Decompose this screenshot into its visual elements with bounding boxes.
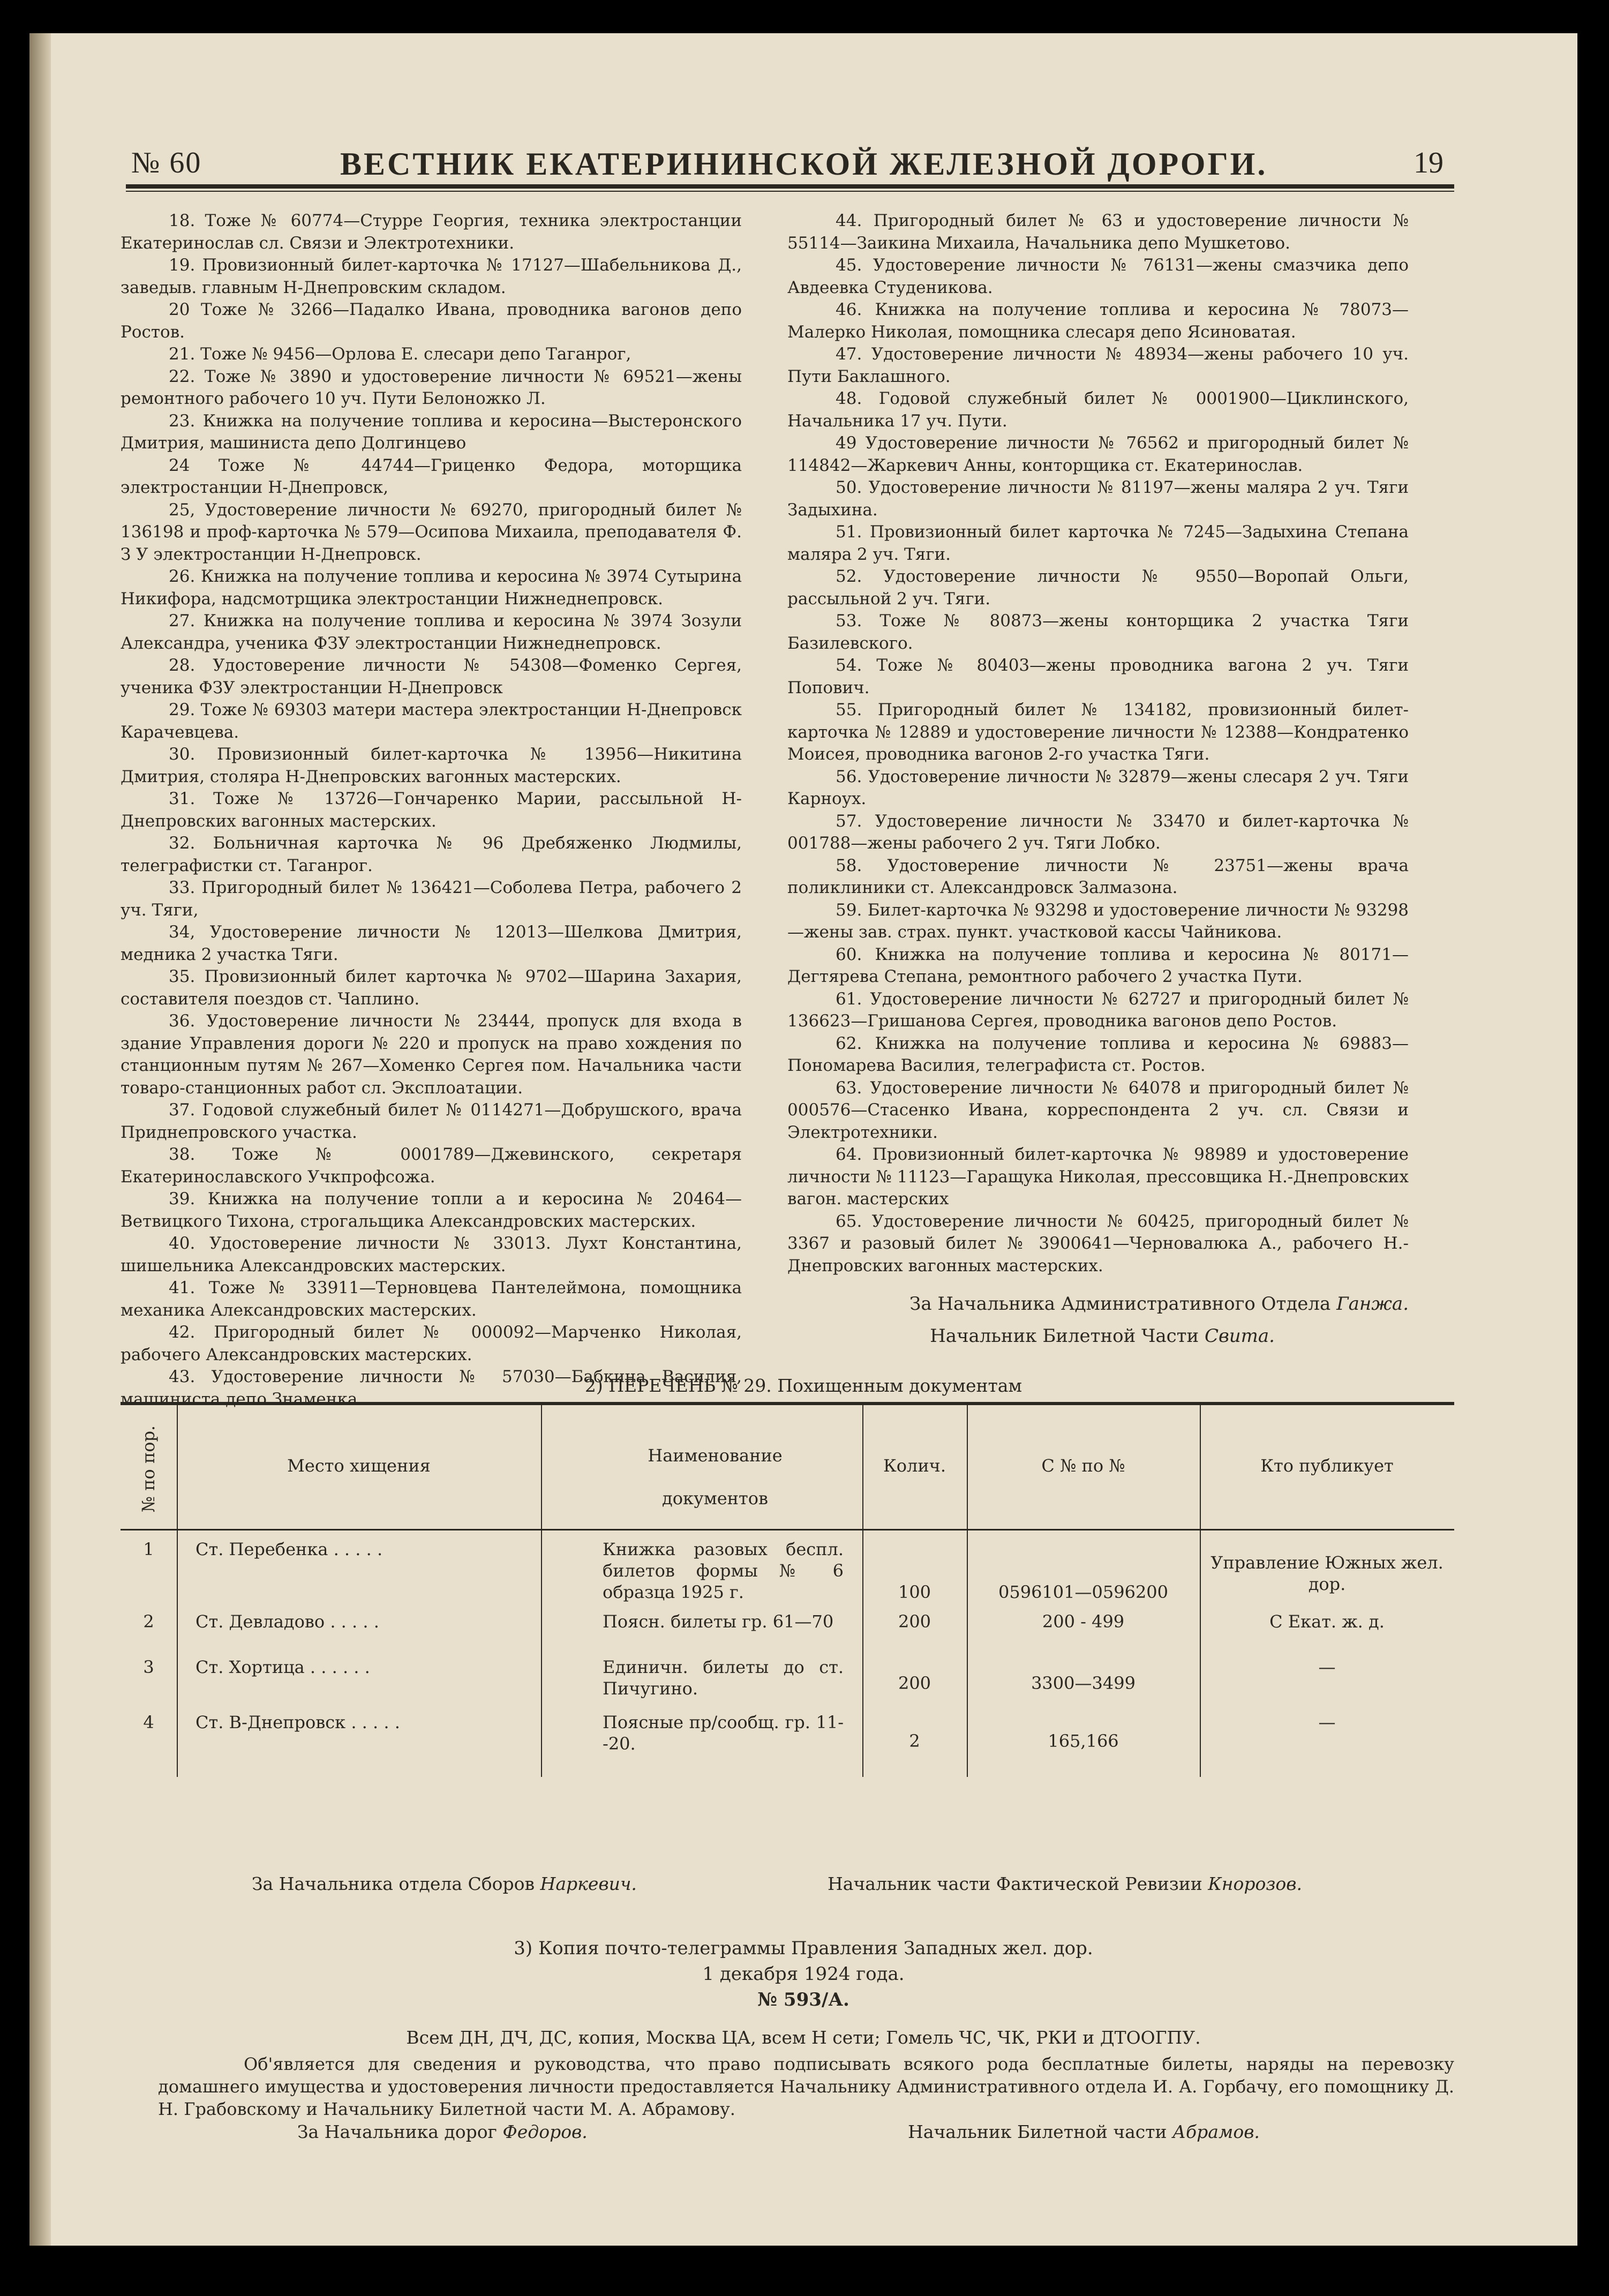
list-item: 39. Книжка на получение топли а и керосина № 20464—Ветвицкого Тихона, строгальщика Александровских мастерских. — [121, 1189, 742, 1231]
list-item: 45. Удостоверение личности № 76131—жены смазчика депо Авдеевка Студеникова. — [787, 256, 1409, 297]
telegram-signature-right-label: Начальник Билетной части — [908, 2121, 1167, 2142]
list-item: 56. Удостоверение личности № 32879—жены слесаря 2 уч. Тяги Карноух. — [787, 767, 1409, 808]
telegram-signature-right — [908, 2121, 1260, 2142]
page-number: 19 — [1413, 146, 1443, 179]
list-item: 38. Тоже № 0001789—Джевинского, секретаря Екатеринославского Учкпрофсожа. — [121, 1145, 742, 1187]
stolen-documents-table — [121, 1402, 1454, 1841]
row-document: Поясн. билеты гр. 61—70 — [603, 1611, 834, 1632]
list-item: 28. Удостоверение личности № 54308—Фоменко Сергея, ученика ФЗУ электростанции Н-Днепровск — [121, 656, 742, 697]
row-range: 0596101—0596200 — [998, 1582, 1169, 1602]
list-item: 46. Книжка на получение топлива и керосина № 78073—Малерко Николая, помощника слесаря депо Ясиноватая. — [787, 300, 1409, 342]
list-item: 30. Провизионный билет-карточка № 13956—Никитина Дмитрия, столяра Н-Днепровских вагонных мастерских. — [121, 745, 742, 786]
header-document: Наименование документов — [648, 1445, 783, 1509]
list-item: 41. Тоже № 33911—Терновцева Пантелеймона, помощника механика Александровских мастерских. — [121, 1278, 742, 1320]
right-column-list — [787, 210, 1409, 1277]
row-quantity: 2 — [909, 1731, 920, 1751]
row-document: Единичн. билеты до ст. Пичугино. — [603, 1657, 844, 1699]
row-quantity: 100 — [898, 1582, 931, 1602]
row-document: Книжка разовых беспл. билетов формы № 6 образца 1925 г. — [603, 1539, 844, 1602]
signature-admin-label: За Начальника Административного Отдела — [909, 1293, 1331, 1315]
list-item: 65. Удостоверение личности № 60425, пригородный билет № 3367 и разовый билет № 3900641—Черновалюка А., рабочего Н.-Днепровских вагонных мастерских. — [787, 1211, 1409, 1275]
row-publisher: — — [1318, 1657, 1336, 1677]
list-item: 29. Тоже № 69303 матери мастера электростанции Н-Днепровск Карачевцева. — [121, 700, 742, 742]
telegram-body-text: Об'является для сведения и руководства, что право подписывать всякого рода бесплатные билеты, наряды на перевозку домашнего имущества и удостоверения личности предоставляется Начальнику Административного отдела И. А. Горбачу, его помощнику Д. Н. Грабовскому и Начальнику Билетной части М. А. Абрамову. — [158, 2054, 1454, 2119]
list-item: 47. Удостоверение личности № 48934—жены рабочего 10 уч. Пути Баклашного. — [787, 344, 1409, 386]
list-item: 20 Тоже № 3266—Падалко Ивана, проводника вагонов депо Ростов. — [121, 300, 742, 342]
row-range: 3300—3499 — [1031, 1673, 1136, 1693]
telegram-number: № 593/А. — [757, 1989, 849, 2010]
telegram-signature-left-name: Федоров. — [502, 2121, 588, 2142]
list-item: 53. Тоже № 80873—жены конторщика 2 участка Тяги Базилевского. — [787, 611, 1409, 653]
row-publisher: С Екат. ж. д. — [1269, 1611, 1385, 1632]
header-number — [121, 1425, 177, 1513]
list-item: 43. Удостоверение личности № 57030—Бабкина Василия, машиниста депо Знаменка. — [121, 1367, 742, 1409]
list-item: 31. Тоже № 13726—Гончаренко Марии, рассыльной Н-Днепровских вагонных мастерских. — [121, 789, 742, 831]
header-range: С № по № — [1041, 1455, 1125, 1476]
row-number: 2 — [143, 1611, 154, 1632]
right-column — [787, 210, 1409, 1352]
list-item: 61. Удостоверение личности № 62727 и пригородный билет № 136623—Гришанова Сергея, проводника вагонов депо Ростов. — [787, 989, 1409, 1031]
list-item: 49 Удостоверение личности № 76562 и пригородный билет № 114842—Жаркевич Анны, конторщика ст. Екатеринослав. — [787, 433, 1409, 475]
list-item: 23. Книжка на получение топлива и керосина—Выстеронского Дмитрия, машиниста депо Долгинцево — [121, 411, 742, 453]
table-signature-left-label: За Начальника отдела Сборов — [252, 1873, 535, 1894]
list-item: 40. Удостоверение личности № 33013. Лухт Константина, шишельника Александровских мастерских. — [121, 1234, 742, 1275]
signature-block — [787, 1288, 1409, 1352]
row-number: 1 — [143, 1539, 154, 1559]
list-item: 63. Удостоверение личности № 64078 и пригородный билет № 000576—Стасенко Ивана, корреспондента 2 уч. сл. Связи и Электротехники. — [787, 1078, 1409, 1142]
list-item: 64. Провизионный билет-карточка № 98989 и удостоверение личности № 11123—Гаращука Николая, прессовщика Н.-Днепровских вагон. мастерских — [787, 1145, 1409, 1209]
telegram-addressees: Всем ДН, ДЧ, ДС, копия, Москва ЦА, всем Н сети; Гомель ЧС, ЧК, РКИ и ДТООГПУ. — [406, 2027, 1201, 2048]
list-item: 51. Провизионный билет карточка № 7245—Задыхина Степана маляра 2 уч. Тяги. — [787, 522, 1409, 564]
page-header — [131, 146, 1443, 183]
publication-title: ВЕСТНИК ЕКАТЕРИНИНСКОЙ ЖЕЛЕЗНОЙ ДОРОГИ. — [340, 146, 1268, 182]
table-signature-left-name: Наркевич. — [540, 1873, 637, 1894]
list-item: 50. Удостоверение личности № 81197—жены маляра 2 уч. Тяги Задыхина. — [787, 478, 1409, 520]
table-signature-left — [252, 1873, 637, 1894]
list-item: 55. Пригородный билет № 134182, провизионный билет-карточка № 12889 и удостоверение личности № 12388—Кондратенко Моисея, проводника вагонов 2-го участка Тяги. — [787, 700, 1409, 764]
row-number: 4 — [143, 1712, 154, 1732]
list-item: 24 Тоже № 44744—Гриценко Федора, моторщика электростанции Н-Днепровск, — [121, 455, 742, 497]
list-item: 48. Годовой служебный билет № 0001900—Циклинского, Начальника 17 уч. Пути. — [787, 389, 1409, 431]
list-item: 57. Удостоверение личности № 33470 и билет-карточка № 001788—жены рабочего 2 уч. Тяги Лобко. — [787, 811, 1409, 853]
row-place: Ст. Перебенка . . . . . — [196, 1539, 383, 1559]
list-item: 42. Пригородный билет № 000092—Марченко Николая, рабочего Александровских мастерских. — [121, 1323, 742, 1364]
row-range: 200 - 499 — [1042, 1611, 1125, 1632]
signature-ticket — [787, 1320, 1409, 1352]
list-item: 33. Пригородный билет № 136421—Соболева Петра, рабочего 2 уч. Тяги, — [121, 878, 742, 920]
list-item: 18. Тоже № 60774—Стурре Георгия, техника электростанции Екатеринослав сл. Связи и Электротехники. — [121, 211, 742, 253]
list-item: 60. Книжка на получение топлива и керосина № 80171—Дегтярева Степана, ремонтного рабочего 2 участка Пути. — [787, 944, 1409, 986]
telegram-title: 3) Копия почто-телеграммы Правления Западных жел. дор. — [514, 1938, 1093, 1959]
telegram-signature-left-label: За Начальника дорог — [297, 2121, 497, 2142]
table-signature-right — [828, 1873, 1302, 1894]
row-place: Ст. В-Днепровск . . . . . — [196, 1712, 400, 1732]
signature-ticket-name: Свита. — [1204, 1325, 1275, 1347]
table-signature-right-name: Кнорозов. — [1208, 1873, 1302, 1894]
list-item: 36. Удостоверение личности № 23444, пропуск для входа в здание Управления дороги № 220 и пропуск на право хождения по станционным путям № 267—Хоменко Сергея пом. Начальника части товаро-станционных работ сл. Эксплоатации. — [121, 1011, 742, 1098]
header-publisher: Кто публикует — [1260, 1455, 1394, 1476]
list-item: 25, Удостоверение личности № 69270, пригородный билет № 136198 и проф-карточка № 579—Осипова Михаила, преподавателя Ф. З У электростанции Н-Днепровск. — [121, 500, 742, 564]
telegram-body — [158, 2053, 1454, 2120]
row-number: 3 — [143, 1657, 154, 1677]
list-item: 19. Провизионный билет-карточка № 17127—Шабельникова Д., заведыв. главным Н-Днепровским складом. — [121, 256, 742, 297]
row-publisher: — — [1318, 1712, 1336, 1732]
signature-admin — [787, 1288, 1409, 1320]
list-item: 44. Пригородный билет № 63 и удостоверение личности № 55114—Заикина Михаила, Начальника депо Мушкетово. — [787, 211, 1409, 253]
list-item: 32. Больничная карточка № 96 Дребяженко Людмилы, телеграфистки ст. Таганрог. — [121, 834, 742, 875]
table-caption: 2) ПЕРЕЧЕНЬ № 29. Похищенным документам — [584, 1375, 1022, 1396]
row-publisher: Управление Южных жел. дор. — [1210, 1552, 1443, 1594]
list-item: 22. Тоже № 3890 и удостоверение личности № 69521—жены ремонтного рабочего 10 уч. Пути Белоножко Л. — [121, 366, 742, 408]
page-spine-shadow — [29, 33, 51, 2246]
telegram-date: 1 декабря 1924 года. — [702, 1963, 905, 1985]
list-item: 52. Удостоверение личности № 9550—Воропай Ольги, рассыльной 2 уч. Тяги. — [787, 567, 1409, 609]
list-item: 54. Тоже № 80403—жены проводника вагона 2 уч. Тяги Попович. — [787, 656, 1409, 697]
signature-admin-name: Ганжа. — [1336, 1293, 1409, 1315]
row-quantity: 200 — [898, 1611, 931, 1632]
list-item: 27. Книжка на получение топлива и керосина № 3974 Зозули Александра, ученика ФЗУ электростанции Нижнеднепровск. — [121, 611, 742, 653]
row-place: Ст. Девладово . . . . . — [196, 1611, 379, 1632]
list-item: 34, Удостоверение личности № 12013—Шелкова Дмитрия, медника 2 участка Тяги. — [121, 922, 742, 964]
header-number-text: № по пор. — [138, 1425, 159, 1513]
header-quantity: Колич. — [883, 1455, 946, 1476]
list-item: 37. Годовой служебный билет № 0114271—Добрушского, врача Приднепровского участка. — [121, 1100, 742, 1142]
list-item: 62. Книжка на получение топлива и керосина № 69883—Пономарева Василия, телеграфиста ст. Ростов. — [787, 1033, 1409, 1075]
table-signature-right-label: Начальник части Фактической Ревизии — [828, 1873, 1202, 1894]
row-document: Поясные пр/сообщ. гр. 11--20. — [603, 1712, 844, 1754]
left-column — [121, 210, 742, 1410]
signature-ticket-label: Начальник Билетной Части — [930, 1325, 1199, 1347]
header-rule — [126, 184, 1454, 192]
header-place: Место хищения — [287, 1455, 431, 1476]
telegram-signature-left — [297, 2121, 588, 2142]
row-place: Ст. Хортица . . . . . . — [196, 1657, 370, 1677]
telegram-signature-right-name: Абрамов. — [1172, 2121, 1260, 2142]
newspaper-page — [29, 33, 1577, 2246]
list-item: 58. Удостоверение личности № 23751—жены врача поликлиники ст. Александровск Залмазона. — [787, 856, 1409, 897]
row-quantity: 200 — [898, 1673, 931, 1693]
list-item: 21. Тоже № 9456—Орлова Е. слесари депо Таганрог, — [169, 344, 631, 364]
list-item: 59. Билет-карточка № 93298 и удостоверение личности № 93298—жены зав. страх. пункт. участковой кассы Чайникова. — [787, 900, 1409, 942]
row-range: 165,166 — [1048, 1731, 1119, 1751]
table-divider — [541, 1402, 542, 1777]
issue-number: № 60 — [131, 146, 202, 179]
list-item: 35. Провизионный билет карточка № 9702—Шарина Захария, составителя поездов ст. Чаплино. — [121, 967, 742, 1009]
list-item: 26. Книжка на получение топлива и керосина № 3974 Сутырина Никифора, надсмотрщика электростанции Нижнеднепровск. — [121, 567, 742, 609]
